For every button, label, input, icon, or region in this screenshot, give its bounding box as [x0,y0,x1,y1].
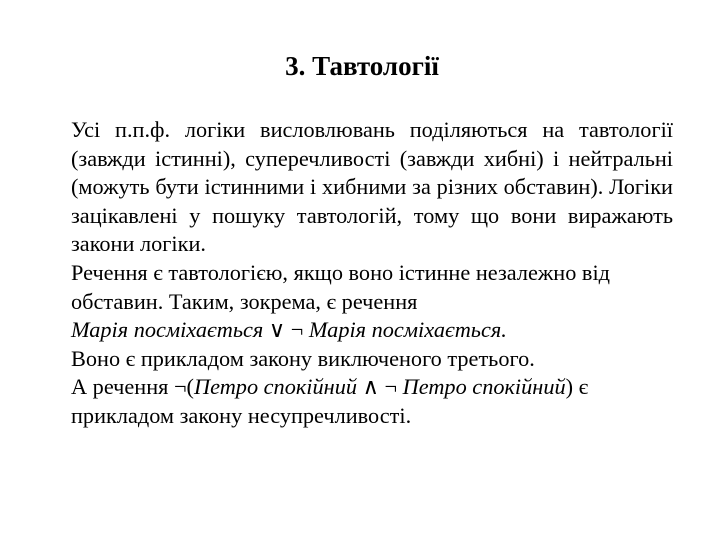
tautology-example [71,316,673,345]
excluded-middle-note: Воно є прикладом закону виключеного третього. [71,345,535,371]
example2-operator: ∧ ¬ [357,374,403,400]
example1-end: . [501,317,507,343]
slide-body [71,116,673,431]
noncontradiction-example [71,373,673,430]
example2-right: Петро спокійний [402,374,566,400]
example1-right: Марія посміхається [308,317,502,343]
example2-prefix: А речення [71,374,174,400]
example1-left: Марія посміхається [71,317,264,343]
definition-paragraph: Речення є тавтологією, якщо воно істинне незалежно від обставин. Таким, зокрема, є речення [71,259,610,314]
example2-left: Петро спокійний [193,374,357,400]
example2-close: ) [565,374,574,400]
slide-title: 3. Тавтології [285,51,439,81]
example2-neg: ¬( [173,374,194,400]
example2-suffix: є прикладом закону несупречливості. [71,374,589,428]
intro-paragraph: Усі п.п.ф. логіки висловлювань поділяються на тавтології (завжди істинні), суперечливості (завжди хибні) і нейтральні (можуть бути істинними і хибними за різних обставин). Логіки зацікавлені у пошуку тавтологій, тому що вони виражають закони логіки. [71,117,673,257]
example1-operator: ∨ ¬ [263,317,309,343]
